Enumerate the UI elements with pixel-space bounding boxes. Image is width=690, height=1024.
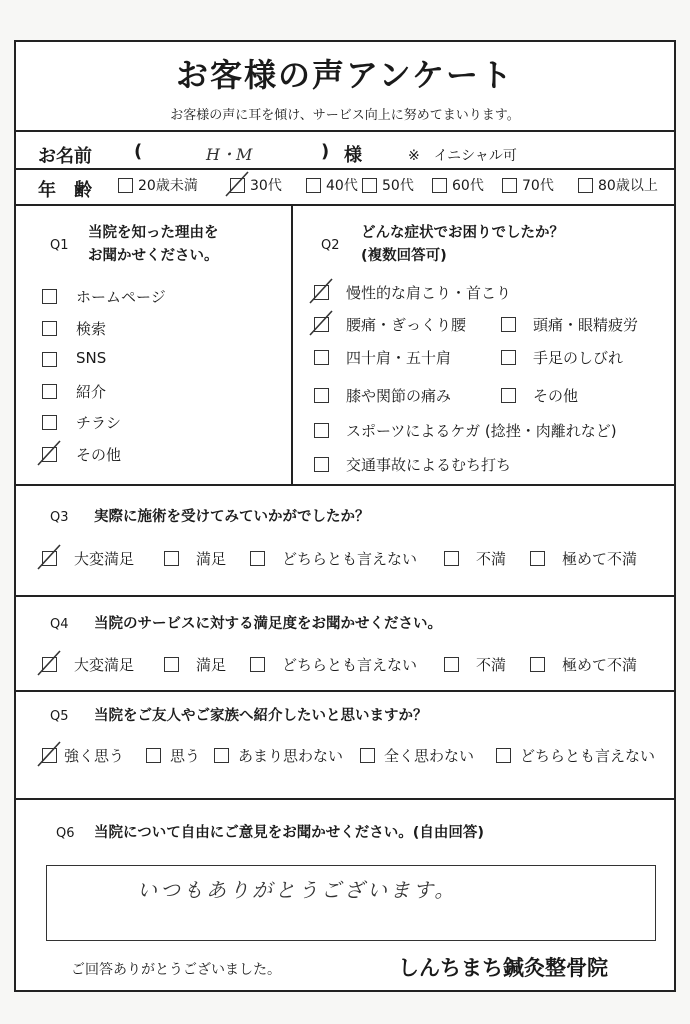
- q2-text-line2: (複数回答可): [361, 248, 447, 264]
- q2-checkbox[interactable]: [501, 317, 516, 332]
- q5-text: 当院をご友人やご家族へ紹介したいと思いますか？: [94, 708, 428, 724]
- q5-checkbox[interactable]: [214, 748, 229, 763]
- q4-number: Q4: [50, 617, 69, 632]
- q1-option-label: その他: [76, 445, 122, 464]
- age_row-checkbox[interactable]: [432, 178, 447, 193]
- q2-option-label: 慢性的な肩こり・首こり: [346, 284, 512, 302]
- age_row-option-label: 30代: [250, 178, 282, 194]
- divider: [16, 798, 674, 800]
- age_row-option-label: 20歳未満: [138, 178, 198, 194]
- q5-checkbox[interactable]: [496, 748, 511, 763]
- q1-option-label: 紹介: [76, 382, 107, 401]
- q5-option-label: 強く思う: [64, 747, 125, 765]
- q2-option-label: 四十肩・五十肩: [346, 349, 452, 367]
- divider: [16, 690, 674, 692]
- q2-checkbox[interactable]: [314, 423, 329, 438]
- q1-text-line1: 当院を知った理由を: [88, 225, 219, 241]
- q1-checkbox[interactable]: [42, 415, 57, 430]
- q4-checkbox[interactable]: [164, 657, 179, 672]
- q2-option-label: 膝や関節の痛み: [346, 387, 452, 405]
- q1-checkbox[interactable]: [42, 321, 57, 336]
- divider: [16, 130, 674, 132]
- q1-option-label: SNS: [76, 349, 107, 367]
- age_row-option-label: 80歳以上: [598, 178, 658, 194]
- q3-option-label: 不満: [476, 550, 507, 568]
- q3-checkbox[interactable]: [530, 551, 545, 566]
- free-answer-handwritten: いつもありがとうございます。: [137, 878, 458, 902]
- name-suffix: 様: [344, 145, 362, 166]
- q2-text-line1: どんな症状でお困りでしたか？: [361, 225, 564, 241]
- divider: [16, 204, 674, 206]
- age_row-option-label: 60代: [452, 178, 484, 194]
- survey-sheet: [14, 40, 676, 992]
- q6-number: Q6: [56, 826, 75, 841]
- q2-option-label: その他: [533, 387, 579, 405]
- q2-number: Q2: [321, 238, 340, 253]
- q4-option-label: 不満: [476, 656, 507, 674]
- q1-text-line2: お聞かせください。: [88, 248, 219, 264]
- q1-checkbox[interactable]: [42, 384, 57, 399]
- q3-option-label: 満足: [196, 550, 227, 568]
- name-handwritten: H・M: [206, 145, 253, 164]
- q2-checkbox[interactable]: [314, 388, 329, 403]
- q1-option-label: 検索: [76, 319, 107, 338]
- q2-checkbox[interactable]: [314, 457, 329, 472]
- q3-text: 実際に施術を受けてみていかがでしたか？: [94, 509, 370, 525]
- clinic-name: しんちまち鍼灸整骨院: [398, 956, 608, 980]
- q3-option-label: 大変満足: [74, 550, 135, 568]
- q2-option-label: 交通事故によるむち打ち: [346, 456, 512, 474]
- age_row-checkbox[interactable]: [362, 178, 377, 193]
- q5-option-label: 思う: [170, 747, 201, 765]
- age_row-checkbox[interactable]: [578, 178, 593, 193]
- q2-checkbox[interactable]: [501, 350, 516, 365]
- survey-subtitle: お客様の声に耳を傾け、サービス向上に努めてまいります。: [170, 108, 520, 123]
- q1-q2-divider: [291, 204, 293, 484]
- q1-option-label: チラシ: [76, 414, 122, 432]
- check-mark-icon: [308, 309, 334, 337]
- q2-checkbox[interactable]: [501, 388, 516, 403]
- q5-checkbox[interactable]: [146, 748, 161, 763]
- age_row-option-label: 70代: [522, 178, 554, 194]
- q2-checkbox[interactable]: [314, 350, 329, 365]
- age-label: 年 齢: [38, 180, 92, 201]
- age_row-checkbox[interactable]: [306, 178, 321, 193]
- q4-checkbox[interactable]: [530, 657, 545, 672]
- free-answer-box[interactable]: [46, 865, 656, 941]
- q3-checkbox[interactable]: [250, 551, 265, 566]
- q4-option-label: どちらとも言えない: [282, 656, 418, 674]
- q1-checkbox[interactable]: [42, 352, 57, 367]
- name-label: お名前: [38, 146, 92, 167]
- age_row-option-label: 40代: [326, 178, 358, 194]
- age_row-checkbox[interactable]: [502, 178, 517, 193]
- survey-title: お客様の声アンケート: [175, 56, 515, 94]
- q4-option-label: 大変満足: [74, 656, 135, 674]
- divider: [16, 168, 674, 170]
- q3-checkbox[interactable]: [444, 551, 459, 566]
- footer-thanks: ご回答ありがとうございました。: [71, 962, 281, 978]
- name-close-paren: ): [321, 141, 330, 162]
- q5-number: Q5: [50, 709, 69, 724]
- q4-checkbox[interactable]: [250, 657, 265, 672]
- q3-number: Q3: [50, 510, 69, 525]
- q1-checkbox[interactable]: [42, 289, 57, 304]
- q4-option-label: 満足: [196, 656, 227, 674]
- q4-option-label: 極めて不満: [562, 656, 638, 674]
- q3-option-label: 極めて不満: [562, 550, 638, 568]
- q4-checkbox[interactable]: [444, 657, 459, 672]
- check-mark-icon: [308, 277, 334, 305]
- q3-checkbox[interactable]: [164, 551, 179, 566]
- check-mark-icon: [224, 170, 250, 198]
- q5-checkbox[interactable]: [360, 748, 375, 763]
- q5-option-label: あまり思わない: [238, 747, 344, 765]
- check-mark-icon: [36, 439, 62, 467]
- q1-number: Q1: [50, 238, 69, 253]
- check-mark-icon: [36, 740, 62, 768]
- check-mark-icon: [36, 543, 62, 571]
- q2-option-label: 腰痛・ぎっくり腰: [346, 316, 467, 334]
- q5-option-label: どちらとも言えない: [520, 747, 656, 765]
- age_row-option-label: 50代: [382, 178, 414, 194]
- divider: [16, 484, 674, 486]
- q1-option-label: ホームページ: [76, 288, 166, 306]
- age_row-checkbox[interactable]: [118, 178, 133, 193]
- q2-option-label: 手足のしびれ: [533, 349, 624, 367]
- q2-option-label: 頭痛・眼精疲労: [533, 316, 639, 334]
- q5-option-label: 全く思わない: [384, 747, 475, 765]
- q2-option-label: スポーツによるケガ (捻挫・肉離れなど): [346, 422, 617, 440]
- divider: [16, 595, 674, 597]
- q3-option-label: どちらとも言えない: [282, 550, 418, 568]
- check-mark-icon: [36, 649, 62, 677]
- q6-text: 当院について自由にご意見をお聞かせください。(自由回答): [94, 825, 484, 841]
- name-note: ※ イニシャル可: [408, 148, 517, 164]
- name-open-paren: (: [134, 141, 143, 162]
- q4-text: 当院のサービスに対する満足度をお聞かせください。: [94, 616, 442, 632]
